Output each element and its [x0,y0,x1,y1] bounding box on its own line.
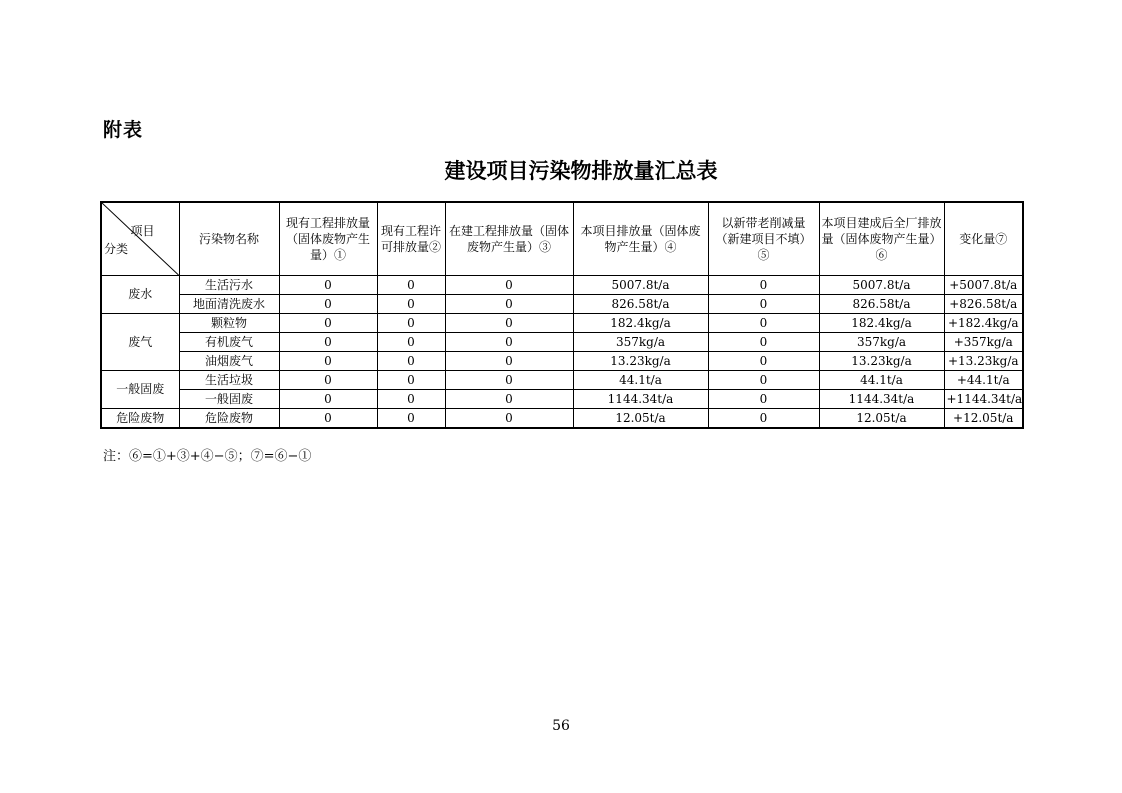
table-row [101,276,1023,295]
value-cell: 0 [708,314,819,333]
value-cell: 0 [279,333,377,352]
value-cell: 0 [377,314,445,333]
value-cell: +182.4kg/a [944,314,1023,333]
pollutant-summary-table [100,201,1024,429]
header-row [101,202,1023,276]
value-cell: 0 [445,314,573,333]
table-row [101,390,1023,409]
category-cell: 废水 [101,276,179,314]
value-cell: +12.05t/a [944,409,1023,429]
value-cell: +826.58t/a [944,295,1023,314]
column-header: 在建工程排放量（固体废物产生量）③ [445,202,573,276]
value-cell: 13.23kg/a [573,352,708,371]
value-cell: 0 [445,295,573,314]
value-cell: 1144.34t/a [819,390,944,409]
value-cell: 5007.8t/a [573,276,708,295]
pollutant-name-cell: 危险废物 [179,409,279,429]
category-cell: 废气 [101,314,179,371]
pollutant-name-cell: 油烟废气 [179,352,279,371]
value-cell: 0 [445,390,573,409]
value-cell: 0 [377,390,445,409]
table-note: 注：⑥=①+③+④−⑤；⑦=⑥−① [103,449,312,464]
value-cell: 12.05t/a [819,409,944,429]
value-cell: 0 [445,276,573,295]
value-cell: +5007.8t/a [944,276,1023,295]
value-cell: 0 [708,390,819,409]
value-cell: 0 [445,333,573,352]
value-cell: 0 [708,333,819,352]
value-cell: 182.4kg/a [819,314,944,333]
table-row [101,409,1023,429]
value-cell: 0 [445,352,573,371]
value-cell: 0 [377,295,445,314]
page-number: 56 [552,718,570,734]
column-header: 现有工程许可排放量② [377,202,445,276]
value-cell: +357kg/a [944,333,1023,352]
value-cell: 0 [279,390,377,409]
column-header: 本项目建成后全厂排放量（固体废物产生量）⑥ [819,202,944,276]
value-cell: +13.23kg/a [944,352,1023,371]
value-cell: 0 [708,371,819,390]
value-cell: 0 [377,276,445,295]
diagonal-header-cell [101,202,179,276]
value-cell: 0 [708,276,819,295]
value-cell: 0 [445,371,573,390]
value-cell: 1144.34t/a [573,390,708,409]
pollutant-name-cell: 有机废气 [179,333,279,352]
column-header: 本项目排放量（固体废物产生量）④ [573,202,708,276]
value-cell: 0 [377,352,445,371]
value-cell: 12.05t/a [573,409,708,429]
value-cell: 357kg/a [819,333,944,352]
pollutant-name-cell: 生活污水 [179,276,279,295]
document-title: 建设项目污染物排放量汇总表 [444,159,718,183]
value-cell: 0 [377,333,445,352]
value-cell: 0 [279,371,377,390]
pollutant-name-cell: 一般固废 [179,390,279,409]
diagonal-header-bottom: 分类 [104,242,129,256]
value-cell: 5007.8t/a [819,276,944,295]
value-cell: 182.4kg/a [573,314,708,333]
pollutant-name-cell: 生活垃圾 [179,371,279,390]
category-cell: 一般固废 [101,371,179,409]
value-cell: 357kg/a [573,333,708,352]
column-header: 污染物名称 [179,202,279,276]
value-cell: 0 [708,295,819,314]
column-header: 以新带老削减量（新建项目不填）⑤ [708,202,819,276]
table-row [101,295,1023,314]
pollutant-name-cell: 地面清洗废水 [179,295,279,314]
table-row [101,333,1023,352]
table-row [101,352,1023,371]
value-cell: 0 [279,409,377,429]
value-cell: 826.58t/a [573,295,708,314]
table-row [101,371,1023,390]
value-cell: 0 [279,352,377,371]
column-header: 变化量⑦ [944,202,1023,276]
value-cell: 13.23kg/a [819,352,944,371]
value-cell: 44.1t/a [573,371,708,390]
appendix-label: 附表 [103,119,144,141]
table-row [101,314,1023,333]
value-cell: 0 [445,409,573,429]
pollutant-name-cell: 颗粒物 [179,314,279,333]
value-cell: 0 [708,352,819,371]
value-cell: 0 [708,409,819,429]
value-cell: 44.1t/a [819,371,944,390]
value-cell: 0 [377,409,445,429]
value-cell: 0 [377,371,445,390]
column-header: 现有工程排放量（固体废物产生量）① [279,202,377,276]
value-cell: 826.58t/a [819,295,944,314]
value-cell: 0 [279,295,377,314]
value-cell: +44.1t/a [944,371,1023,390]
value-cell: 0 [279,276,377,295]
value-cell: 0 [279,314,377,333]
category-cell: 危险废物 [101,409,179,429]
diagonal-header-top: 项目 [130,224,155,238]
value-cell: +1144.34t/a [944,390,1023,409]
